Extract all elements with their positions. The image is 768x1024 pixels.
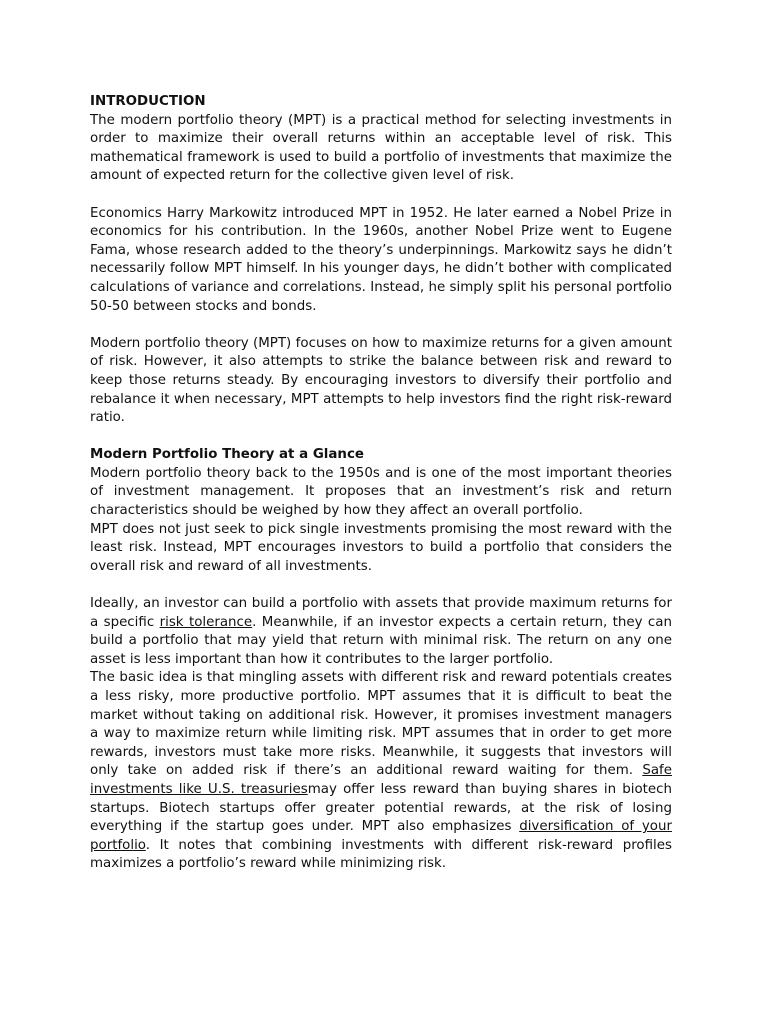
intro-paragraph-3: Modern portfolio theory (MPT) focuses on how to maximize returns for a given amount of risk. However, it also attempts to strike the balance between risk and reward to keep those returns steady. By encouraging investors to diversify their portfolio and rebalance it when necessary, MPT attempts to help investors find the right risk-reward ratio. [90, 335, 672, 426]
ideal-portfolio-text-start: Ideally, an investor can build a portfolio with assets that provide maximum returns for a specific [90, 596, 672, 630]
basic-idea-text-start: The basic idea is that mingling assets with different risk and reward potentials creates a less risky, more productive portfolio. MPT assumes that it is difficult to beat the market without taking on additional risk. However, it promises investment managers a way to maximize return while limiting risk. MPT assumes that in order to get more rewards, investors must take more risks. Meanwhile, it suggests that investors will only take on added risk if there’s an additional reward waiting for them. [90, 670, 672, 779]
risk-tolerance-link[interactable]: risk tolerance [159, 614, 253, 630]
introduction-heading: INTRODUCTION [90, 94, 206, 109]
basic-idea-text-middle: may offer less reward than buying shares in biotech startups. Biotech startups offer greater potential rewards, at the risk of losing everything if the startup goes under. MPT also emphasizes [90, 781, 672, 835]
glance-paragraph-1: Modern portfolio theory back to the 1950s and is one of the most important theories of investment management. It proposes that an investment’s risk and return characteristics should be weighed by how they affect an overall portfolio. [90, 465, 672, 519]
glance-heading: Modern Portfolio Theory at a Glance [90, 447, 364, 463]
safe-investments-link[interactable]: Safe investments like U.S. treasuries [90, 763, 672, 797]
ideal-portfolio-paragraph [90, 595, 672, 669]
intro-paragraph-1: The modern portfolio theory (MPT) is a practical method for selecting investments in order to maximize their overall returns within an acceptable level of risk. This mathematical framework is used to build a portfolio of investments that maximize the amount of expected return for the collective given level of risk. [90, 112, 672, 184]
glance-paragraph-2: MPT does not just seek to pick single investments promising the most reward with the least risk. Instead, MPT encourages investors to build a portfolio that considers the overall risk and reward of all investments. [90, 521, 672, 574]
intro-paragraph-2: Economics Harry Markowitz introduced MPT in 1952. He later earned a Nobel Prize in economics for his contribution. In the 1960s, another Nobel Prize went to Eugene Fama, whose research added to the theory’s underpinnings. Markowitz says he didn’t necessarily follow MPT himself. In his younger days, he didn’t bother with complicated calculations of variance and correlations. Instead, he simply split his personal portfolio 50-50 between stocks and bonds. [90, 205, 672, 314]
basic-idea-text-end: . It notes that combining investments with different risk-reward profiles maximizes a portfolio’s reward while minimizing risk. [90, 837, 672, 872]
ideal-portfolio-text-end: . Meanwhile, if an investor expects a certain return, they can build a portfolio that may yield that return with minimal risk. The return on any one asset is less important than how it contributes to the larger portfolio. [90, 614, 672, 667]
document-page [90, 93, 672, 874]
diversification-link[interactable]: diversification of your portfolio [90, 819, 672, 853]
basic-idea-paragraph [90, 669, 672, 874]
